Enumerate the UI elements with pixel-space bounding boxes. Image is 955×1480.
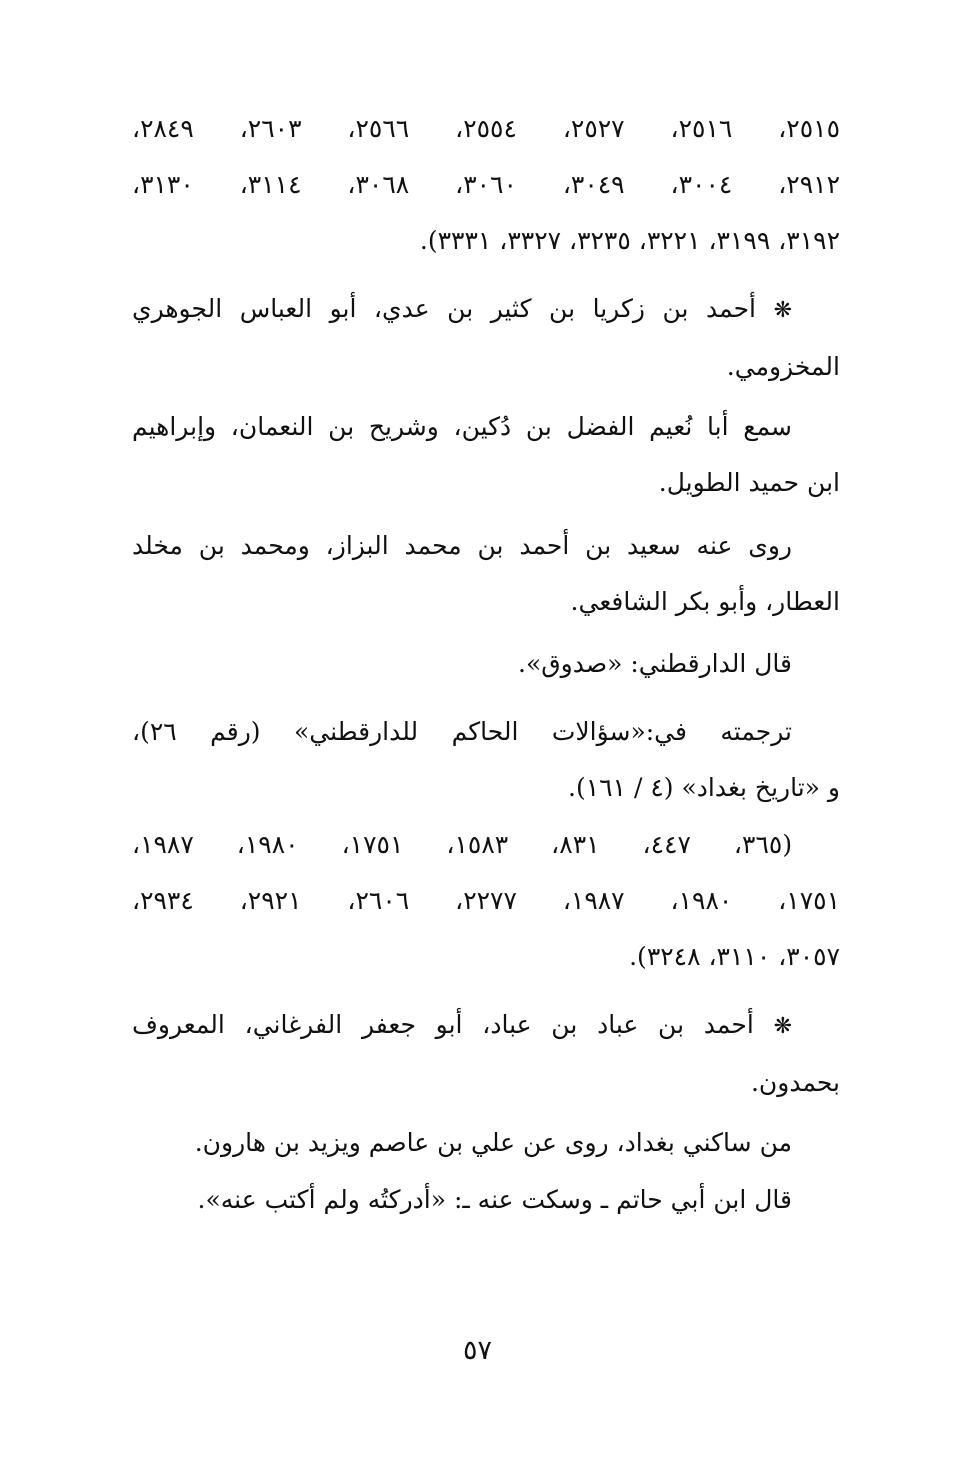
- reference-line: (٣٦٥، ٤٤٧، ٨٣١، ١٥٨٣، ١٧٥١، ١٩٨٠، ١٩٨٧،: [132, 830, 793, 859]
- entry2-reference-numbers: [132, 817, 840, 985]
- reference-line: ٣٠٥٧، ٣١١٠، ٣٢٤٨).: [629, 942, 840, 971]
- paragraph-line: قال الدارقطني: «صدوق».: [518, 649, 792, 678]
- paragraph-line: روى عنه سعيد بن أحمد بن محمد البزاز، ومحمد بن مخلد: [132, 531, 792, 560]
- paragraph-line: العطار، وأبو بكر الشافعي.: [570, 587, 840, 616]
- page-number: ٥٧: [462, 1335, 492, 1366]
- paragraph-line: ابن حميد الطويل.: [658, 468, 840, 497]
- paragraph-line: و «تاريخ بغداد» (٤ / ١٦١).: [568, 773, 840, 802]
- paragraph-line: سمع أبا نُعيم الفضل بن دُكين، وشريح بن النعمان، وإبراهيم: [132, 412, 792, 441]
- reference-line: ٢٩١٢، ٣٠٠٤، ٣٠٤٩، ٣٠٦٠، ٣٠٦٨، ٣١١٤، ٣١٣٠،: [132, 170, 841, 199]
- asterisk-icon: ❋: [773, 1014, 792, 1039]
- entry-heading-line: [132, 997, 840, 1055]
- entry-heading-text: أحمد بن زكريا بن كثير بن عدي، أبو العباس الجوهري: [132, 294, 756, 323]
- asterisk-icon: ❋: [773, 298, 792, 323]
- reference-line: ١٧٥١، ١٩٨٠، ١٩٨٧، ٢٢٧٧، ٢٦٠٦، ٢٩٢١، ٢٩٣٤،: [132, 886, 841, 915]
- entry1-reference-numbers: [132, 101, 840, 269]
- entry3-residence: [132, 1115, 840, 1171]
- entry-heading-text: أحمد بن عباد بن عباد، أبو جعفر الفرغاني، المعروف: [132, 1010, 754, 1039]
- entry2-biography-sources: [132, 704, 840, 816]
- entry-heading-line: المخزومي.: [726, 352, 840, 381]
- entry-heading-line: بحمدون.: [750, 1068, 840, 1097]
- entry2-heading: [132, 281, 840, 395]
- entry3-heading: [132, 997, 840, 1111]
- entry2-daraqutni-quote: [132, 636, 840, 692]
- reference-line: ٣١٩٢، ٣١٩٩، ٣٢٢١، ٣٢٣٥، ٣٣٢٧، ٣٣٣١).: [419, 226, 840, 255]
- paragraph-line: من ساكني بغداد، روى عن علي بن عاصم ويزيد بن هارون.: [194, 1128, 792, 1157]
- entry2-heard-from: [132, 399, 840, 511]
- paragraph-line: ترجمته في:«سؤالات الحاكم للدارقطني» (رقم ٢٦)،: [132, 717, 792, 746]
- entry3-ibn-abi-hatim-quote: [132, 1172, 840, 1228]
- reference-line: ٢٥١٥، ٢٥١٦، ٢٥٢٧، ٢٥٥٤، ٢٥٦٦، ٢٦٠٣، ٢٨٤٩،: [132, 114, 841, 143]
- paragraph-line: قال ابن أبي حاتم ـ وسكت عنه ـ: «أدركتُه ولم أكتب عنه».: [197, 1185, 792, 1214]
- entry2-narrators: [132, 518, 840, 630]
- entry-heading-line: [132, 281, 840, 339]
